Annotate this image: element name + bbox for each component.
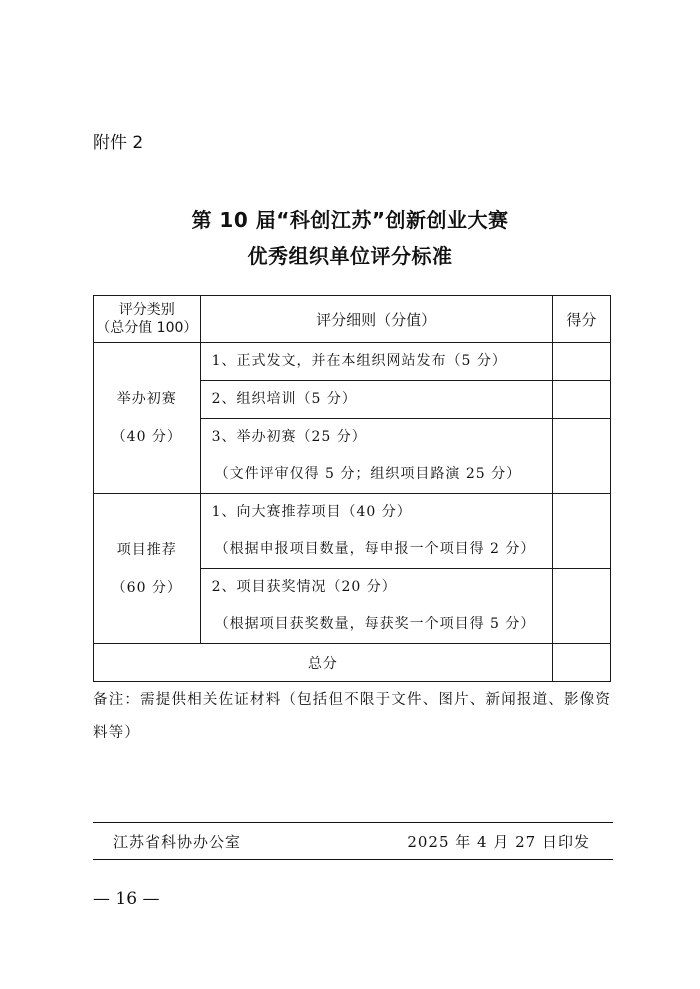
detail-line: 1、向大赛推荐项目（40 分）	[211, 504, 412, 520]
detail-subline: （文件评审仅得 5 分；组织项目路演 25 分）	[214, 466, 522, 482]
detail-cell	[200, 494, 552, 569]
table-row	[94, 494, 611, 569]
header-detail: 评分细则（分值）	[200, 296, 552, 343]
total-score-cell	[552, 644, 610, 682]
detail-cell	[200, 569, 552, 644]
category-cell-recommendation	[94, 494, 201, 644]
document-title-line-2: 优秀组织单位评分标准	[247, 244, 453, 268]
remark-note: 备注：需提供相关佐证材料（包括但不限于文件、图片、新闻报道、影像资料等）	[93, 692, 612, 741]
footer-rule-top	[93, 822, 613, 823]
page-number: — 16 —	[93, 889, 160, 909]
total-label: 总分	[94, 644, 553, 682]
detail-subline: （根据申报项目数量，每申报一个项目得 2 分）	[214, 541, 536, 557]
detail-subline: （根据项目获奖数量，每获奖一个项目得 5 分）	[214, 616, 536, 632]
score-cell	[552, 419, 610, 494]
category-points: （40 分）	[111, 429, 182, 445]
category-points: （60 分）	[111, 579, 182, 596]
attachment-label: 附件 2	[93, 133, 144, 153]
score-cell	[552, 494, 610, 569]
issue-date: 2025 年 4 月 27 日印发	[407, 833, 590, 851]
category-name: 项目推荐	[116, 541, 177, 558]
issuer: 江苏省科协办公室	[113, 833, 242, 851]
category-cell-preliminary	[94, 343, 201, 494]
detail-cell	[200, 381, 552, 419]
score-cell	[552, 343, 610, 381]
detail-line: 3、举办初赛（25 分）	[211, 429, 367, 445]
detail-line: 2、项目获奖情况（20 分）	[211, 579, 397, 595]
detail-cell	[200, 419, 552, 494]
document-title-line-1: 第 10 届“科创江苏”创新创业大赛	[191, 208, 509, 232]
score-cell	[552, 569, 610, 644]
footer-rule-bottom	[93, 859, 613, 860]
header-score: 得分	[552, 296, 610, 343]
scoring-table	[93, 295, 611, 682]
header-category-line-2: （总分值 100）	[96, 320, 198, 336]
detail-line: 2、组织培训（5 分）	[211, 391, 357, 407]
score-cell	[552, 381, 610, 419]
header-category	[94, 296, 201, 343]
detail-line: 1、正式发文，并在本组织网站发布（5 分）	[211, 353, 507, 369]
detail-cell	[200, 343, 552, 381]
total-row	[94, 644, 611, 682]
table-header-row	[94, 296, 611, 343]
table-row	[94, 343, 611, 381]
category-name: 举办初赛	[116, 391, 177, 407]
header-category-line-1: 评分类别	[118, 302, 175, 318]
